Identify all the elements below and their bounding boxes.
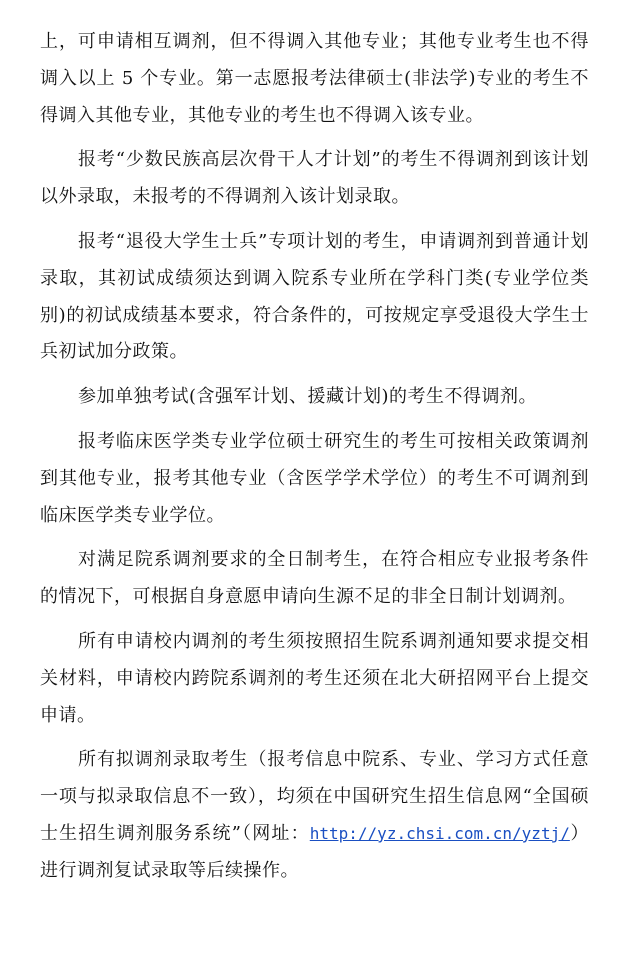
paragraph-national-system <box>40 742 589 889</box>
paragraph-text-before-link: 所有拟调剂录取考生（报考信息中院系、专业、学习方式任意一项与拟录取信息不一致），均须在中国研究生招生信息网“全国硕士生招生调剂服务系统”（网址： <box>40 749 589 844</box>
paragraph-minority-plan: 报考“少数民族高层次骨干人才计划”的考生不得调剂到该计划以外录取，未报考的不得调剂入该计划录取。 <box>40 149 589 208</box>
adjustment-system-link[interactable]: http://yz.chsi.com.cn/yztj/ <box>309 823 570 843</box>
paragraph-clinical-medicine: 报考临床医学类专业学位硕士研究生的考生可按相关政策调剂到其他专业，报考其他专业（含医学学术学位）的考生不可调剂到临床医学类专业学位。 <box>40 430 589 526</box>
paragraph-veteran-plan: 报考“退役大学生士兵”专项计划的考生，申请调剂到普通计划录取，其初试成绩须达到调入院系专业所在学科门类(专业学位类别)的初试成绩基本要求，符合条件的，可按规定享受退役大学生士兵初试加分政策。 <box>40 230 589 363</box>
paragraph-independent-exam: 参加单独考试(含强军计划、援藏计划)的考生不得调剂。 <box>78 386 538 408</box>
paragraph-internal-adjustment: 所有申请校内调剂的考生须按照招生院系调剂通知要求提交相关材料，申请校内跨院系调剂的考生还须在北大研招网平台上提交申请。 <box>40 630 589 726</box>
paragraph-continued-adjustment-rules: 上，可申请相互调剂，但不得调入其他专业；其他专业考生也不得调入以上 5 个专业。第一志愿报考法律硕士(非法学)专业的考生不得调入其他专业，其他专业的考生也不得调入该专业。 <box>40 31 589 126</box>
paragraph-full-time-to-part-time: 对满足院系调剂要求的全日制考生，在符合相应专业报考条件的情况下，可根据自身意愿申请向生源不足的非全日制计划调剂。 <box>40 549 589 608</box>
paragraph-text-after-link: ）进行调剂复试录取等后续操作。 <box>40 822 590 881</box>
